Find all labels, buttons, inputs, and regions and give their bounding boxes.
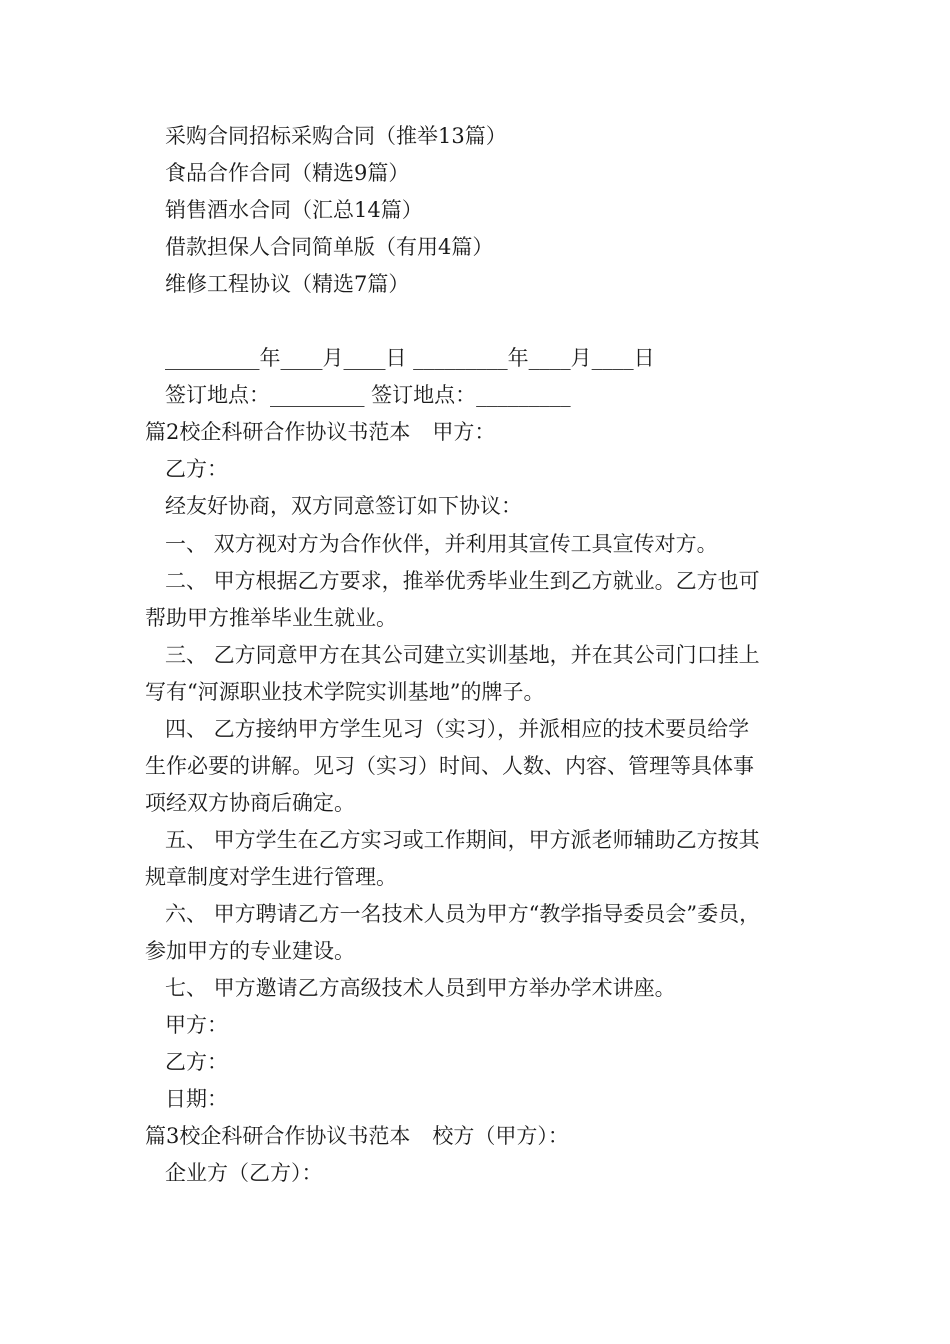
clause-6-line-2: 参加甲方的专业建设。 [145, 939, 355, 963]
clause-2-line-1: 二、 甲方根据乙方要求，推举优秀毕业生到乙方就业。乙方也可 [165, 569, 760, 593]
related-link-5[interactable]: 维修工程协议（精选7篇） [165, 272, 410, 296]
sign-date-line: _________年____月____日 _________年____月____日 [165, 346, 655, 370]
section2-party-b: 乙方： [165, 457, 228, 481]
clause-5-line-1: 五、 甲方学生在乙方实习或工作期间，甲方派老师辅助乙方按其 [165, 828, 760, 852]
section3-heading-row [145, 1122, 569, 1150]
sign-place-line: 签订地点：_________ 签订地点：_________ [165, 383, 571, 407]
related-link-4[interactable]: 借款担保人合同简单版（有用4篇） [165, 235, 494, 259]
section2-sign-b: 乙方： [165, 1050, 228, 1074]
section2-intro: 经友好协商，双方同意签订如下协议： [165, 494, 522, 518]
related-link-2[interactable]: 食品合作合同（精选9篇） [165, 161, 410, 185]
section2-party-a: 甲方： [432, 420, 496, 444]
clause-5-line-2: 规章制度对学生进行管理。 [145, 865, 397, 889]
section3-enterprise-party: 企业方（乙方）： [165, 1161, 323, 1185]
clause-4-line-2: 生作必要的讲解。见习（实习）时间、人数、内容、管理等具体事 [145, 754, 754, 778]
section3-school-party: 校方（甲方）： [432, 1124, 569, 1148]
clause-1-line-1: 一、 双方视对方为合作伙伴，并利用其宣传工具宣传对方。 [165, 532, 718, 556]
clause-7-line-1: 七、 甲方邀请乙方高级技术人员到甲方举办学术讲座。 [165, 976, 676, 1000]
section2-sign-a: 甲方： [165, 1013, 228, 1037]
clause-3-line-1: 三、 乙方同意甲方在其公司建立实训基地，并在其公司门口挂上 [165, 643, 760, 667]
clause-2-line-2: 帮助甲方推举毕业生就业。 [145, 606, 397, 630]
section2-sign-date: 日期： [165, 1087, 228, 1111]
clause-6-line-1: 六、 甲方聘请乙方一名技术人员为甲方“教学指导委员会”委员， [165, 902, 761, 926]
related-link-1[interactable]: 采购合同招标采购合同（推举13篇） [165, 124, 507, 148]
section2-heading-row [145, 418, 495, 446]
clause-4-line-1: 四、 乙方接纳甲方学生见习（实习），并派相应的技术要员给学 [165, 717, 750, 741]
clause-3-line-2: 写有“河源职业技术学院实训基地”的牌子。 [145, 680, 545, 704]
related-link-3[interactable]: 销售酒水合同（汇总14篇） [165, 198, 423, 222]
section3-heading: 篇3校企科研合作协议书范本 [145, 1124, 411, 1148]
section2-heading: 篇2校企科研合作协议书范本 [145, 420, 411, 444]
clause-4-line-3: 项经双方协商后确定。 [145, 791, 355, 815]
